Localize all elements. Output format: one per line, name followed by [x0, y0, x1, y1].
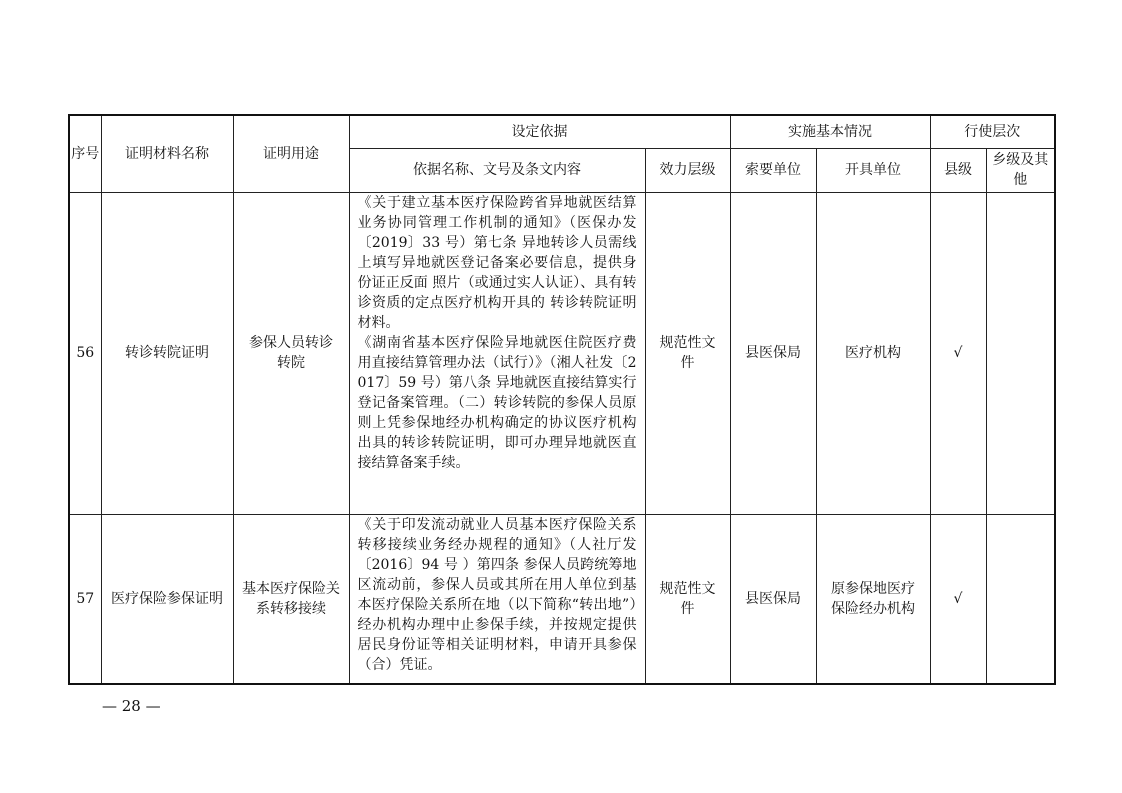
table-row — [69, 514, 1055, 684]
row-basis — [349, 514, 645, 684]
header-level-group: 行使层次 — [930, 115, 1055, 148]
row-issuing-unit: 原参保地医疗保险经办机构 — [816, 514, 930, 684]
row-seq: 57 — [69, 514, 101, 684]
row-issuing-unit: 医疗机构 — [816, 192, 930, 514]
basis-paragraph: 《关于印发流动就业人员基本医疗保险关系转移接续业务经办规程的通知》（人社厅发〔2016〕94 号 ）第四条 参保人员跨统筹地区流动前，参保人员或其所在用人单位到基本医疗保险关系所在地（以下简称“转出地”）经办机构办理中止参保手续，并按规定提供居民身份证等相关证明材料，申请开具参保（合）凭证。 — [357, 516, 637, 673]
header-requesting-unit: 索要单位 — [730, 148, 816, 192]
row-material-name: 医疗保险参保证明 — [101, 514, 233, 684]
table-row — [69, 192, 1055, 514]
row-seq: 56 — [69, 192, 101, 514]
row-county-level-check: √ — [930, 192, 986, 514]
header-material-name: 证明材料名称 — [101, 115, 233, 192]
header-county-level: 县级 — [930, 148, 986, 192]
row-material-name: 转诊转院证明 — [101, 192, 233, 514]
basis-paragraph: 《湖南省基本医疗保险异地就医住院医疗费用直接结算管理办法（试行）》（湘人社发〔2017〕59 号）第八条 异地就医直接结算实行登记备案管理。（二）转诊转院的参保人员原则上凭参保地经办机构确定的协议医疗机构出具的转诊转院证明，即可办理异地就医直接结算备案手续。 — [357, 334, 637, 471]
row-requesting-unit: 县医保局 — [730, 514, 816, 684]
row-county-level-check: √ — [930, 514, 986, 684]
row-township-other — [986, 192, 1055, 514]
row-township-other — [986, 514, 1055, 684]
header-basis-content: 依据名称、文号及条文内容 — [349, 148, 645, 192]
header-purpose: 证明用途 — [233, 115, 349, 192]
header-effect-level: 效力层级 — [645, 148, 730, 192]
row-purpose: 基本医疗保险关系转移接续 — [233, 514, 349, 684]
header-basis-group: 设定依据 — [349, 115, 730, 148]
basis-paragraph: 《关于建立基本医疗保险跨省异地就医结算业务协同管理工作机制的通知》（医保办发〔2019〕33 号）第七条 异地转诊人员需线上填写异地就医登记备案必要信息，提供身份证正反面 照片（或通过实人认证）、具有转诊资质的定点医疗机构开具的 转诊转院证明材料。 — [357, 194, 637, 331]
row-basis — [349, 192, 645, 514]
page-number: — 28 — — [102, 697, 161, 715]
row-purpose: 参保人员转诊转院 — [233, 192, 349, 514]
header-impl-group: 实施基本情况 — [730, 115, 930, 148]
header-township-other: 乡级及其他 — [986, 148, 1055, 192]
row-effect-level: 规范性文件 — [645, 514, 730, 684]
header-issuing-unit: 开具单位 — [816, 148, 930, 192]
proof-materials-table — [68, 114, 1056, 685]
row-effect-level: 规范性文件 — [645, 192, 730, 514]
header-seq: 序号 — [69, 115, 101, 192]
row-requesting-unit: 县医保局 — [730, 192, 816, 514]
